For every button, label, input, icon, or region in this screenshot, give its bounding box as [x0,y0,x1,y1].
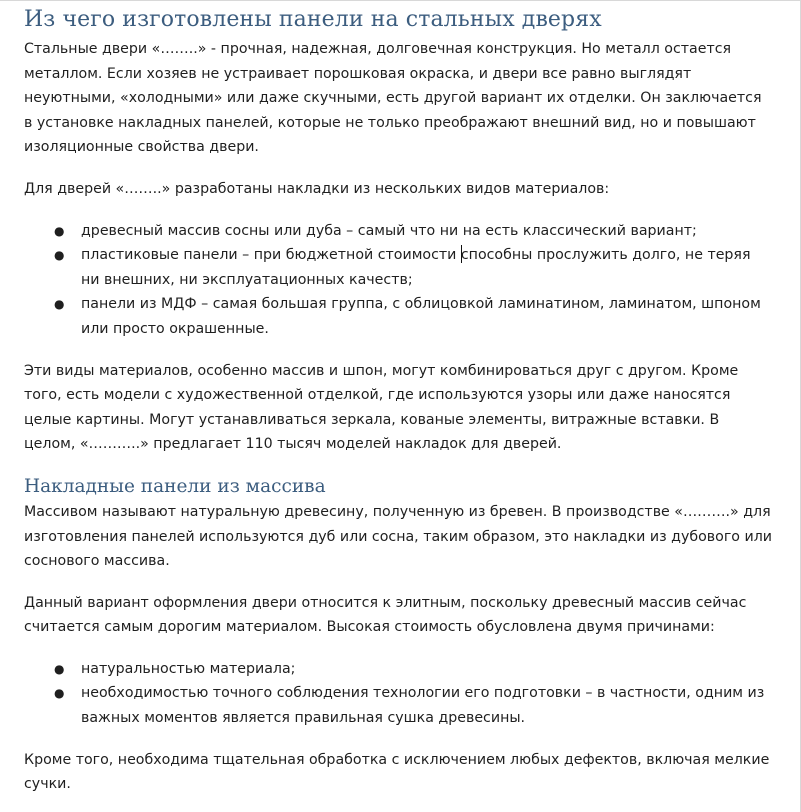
elite-paragraph: Данный вариант оформления двери относится к элитным, поскольку древесный массив сейчас считается самым дорогим материалом. Высокая стоимость обусловлена двумя причинами: [24,594,747,636]
reasons-list [24,657,772,731]
list-item [24,657,772,682]
list-item [24,681,772,730]
bullet-icon: ● [54,661,65,676]
bullet-icon: ● [54,223,65,238]
materials-list [24,219,772,342]
combination-paragraph: Эти виды материалов, особенно массив и шпон, могут комбинироваться друг с другом. Кроме того, есть модели с художественной отделкой, где используются узоры или даже наносятся целые картины. Могут устанавливаться зеркала, кованые элементы, витражные вставки. В целом, «………..» предлагает 110 тысяч моделей накладок для дверей. [24,362,739,453]
section-heading: Накладные панели из массива [24,475,326,497]
list-item-text-before-cursor: пластиковые панели – при бюджетной стоимости [81,247,461,264]
list-item [24,243,772,292]
list-item-text-after-cursor: способны прослужить долго, не теряя ни внешних, ни эксплуатационных качеств; [81,247,751,288]
bullet-icon: ● [54,248,65,263]
intro-paragraph: Стальные двери «……..» - прочная, надежная, долговечная конструкция. Но металл остается металлом. Если хозяев не устраивает порошковая окраска, и двери все равно выглядят неуютными, «холодными» или даже скучными, есть другой вариант их отделки. Он заключается в установке накладных панелей, которые не только преображают внешний вид, но и повышают изоляционные свойства двери. [24,41,762,156]
solid-wood-paragraph: Массивом называют натуральную древесину, полученную из бревен. В производстве «……….» для изготовления панелей используются дуб или сосна, таким образом, это накладки из дубового или соснового массива. [24,503,772,570]
document-body[interactable] [24,6,772,797]
list-item-text: панели из МДФ – самая большая группа, с облицовкой ламинатином, ламинатом, шпоном или просто окрашенные. [81,296,761,337]
bullet-icon: ● [54,686,65,701]
page-top-edge [0,0,801,1]
document-title: Из чего изготовлены панели на стальных дверях [24,7,602,32]
list-item-text: натуральностью материала; [81,660,296,677]
list-item [24,219,772,244]
final-paragraph: Кроме того, необходима тщательная обработка с исключением любых дефектов, включая мелкие сучки. [24,751,770,793]
materials-intro: Для дверей «……..» разработаны накладки из нескольких видов материалов: [24,180,610,197]
list-item [24,292,772,341]
list-item-text: древесный массив сосны или дуба – самый что ни на есть классический вариант; [81,222,697,239]
bullet-icon: ● [54,297,65,312]
list-item-text: необходимостью точного соблюдения технологии его подготовки – в частности, одним из важных моментов является правильная сушка древесины. [81,685,765,727]
